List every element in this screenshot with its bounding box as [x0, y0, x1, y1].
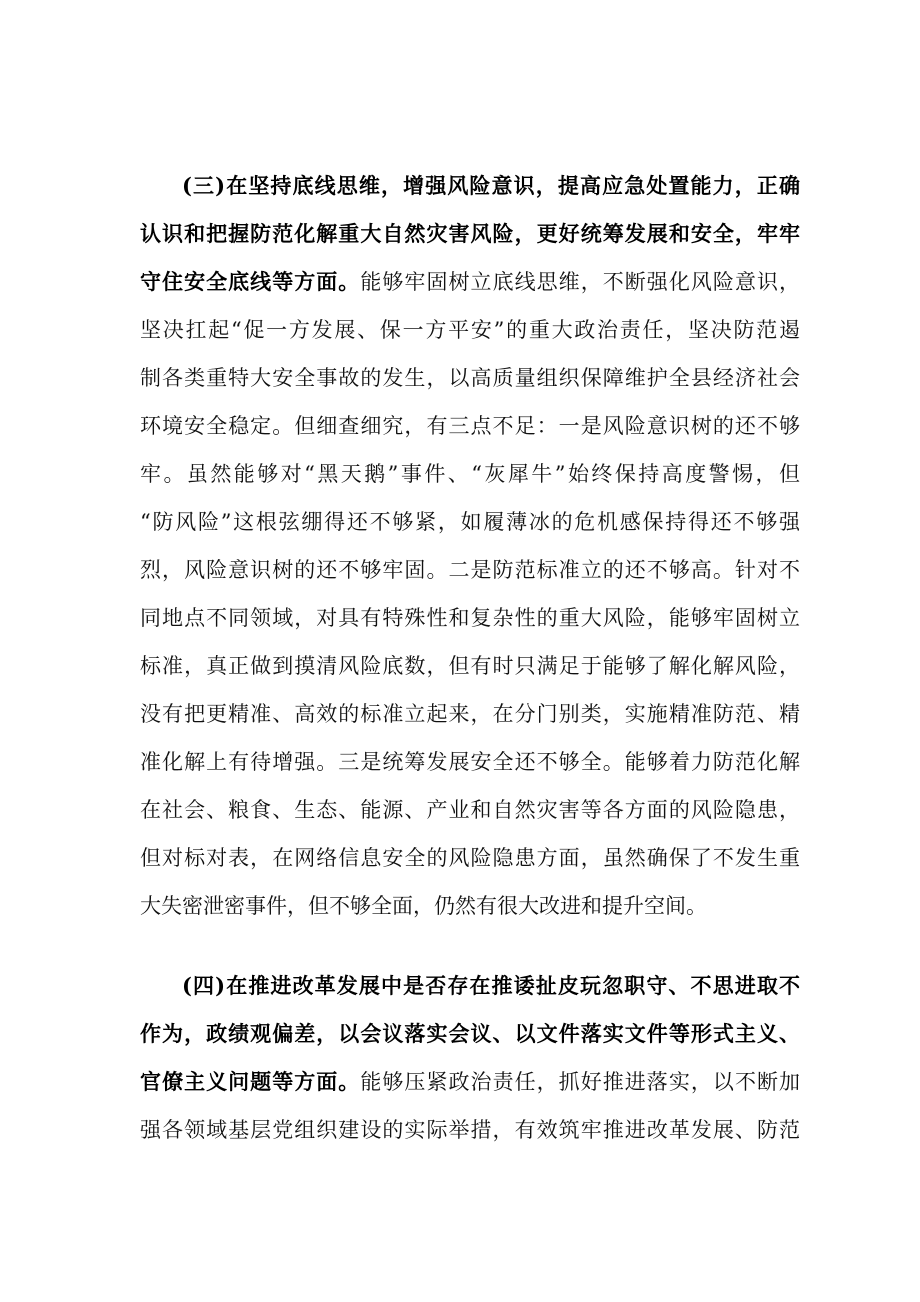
paragraph-line — [140, 354, 800, 402]
paragraph-line — [140, 962, 800, 1010]
paragraph-line — [140, 546, 800, 594]
body-text: 牢。虽然能够对“黑天鹅”事件、“灰犀牛”始终保持高度警惕，但 — [140, 462, 800, 486]
bold-heading-text: 认识和把握防范化解重大自然灾害风险，更好统筹发展和安全，牢牢 — [140, 221, 800, 246]
paragraph-line — [140, 642, 800, 690]
bold-heading-text: (三)在坚持底线思维，增强风险意识，提高应急处置能力，正确 — [182, 173, 800, 198]
body-text: 没有把更精准、高效的标准立起来，在分门别类，实施精准防范、精 — [140, 702, 800, 726]
paragraph-line — [140, 690, 800, 738]
bold-heading-text: 官僚主义问题等方面。 — [140, 1069, 361, 1094]
body-text: 但对标对表，在网络信息安全的风险隐患方面，虽然确保了不发生重 — [140, 846, 800, 870]
paragraph-line — [140, 738, 800, 786]
paragraph-line — [140, 834, 800, 882]
bold-heading-text: 作为，政绩观偏差，以会议落实会议、以文件落实文件等形式主义、 — [140, 1021, 800, 1046]
paragraph-line — [140, 882, 800, 930]
body-text: 坚决扛起“促一方发展、保一方平安”的重大政治责任，坚决防范遏 — [140, 318, 800, 342]
paragraph-line — [140, 450, 800, 498]
body-text: 环境安全稳定。但细查细究，有三点不足：一是风险意识树的还不够 — [140, 414, 800, 438]
body-text: 标准，真正做到摸清风险底数，但有时只满足于能够了解化解风险， — [140, 654, 800, 678]
body-text: 烈，风险意识树的还不够牢固。二是防范标准立的还不够高。针对不 — [140, 558, 800, 582]
paragraph-line — [140, 1058, 800, 1106]
bold-heading-text: 守住安全底线等方面。 — [140, 269, 361, 294]
body-text: 在社会、粮食、生态、能源、产业和自然灾害等各方面的风险隐患， — [140, 798, 800, 822]
section-four-paragraph — [140, 962, 800, 1154]
body-text: 能够牢固树立底线思维，不断强化风险意识， — [360, 270, 800, 294]
bold-heading-text: (四)在推进改革发展中是否存在推诿扯皮玩忽职守、不思进取不 — [182, 973, 800, 998]
body-text: 同地点不同领域，对具有特殊性和复杂性的重大风险，能够牢固树立 — [140, 606, 800, 630]
paragraph-line — [140, 786, 800, 834]
paragraph-line — [140, 1106, 800, 1154]
body-text: 强各领域基层党组织建设的实际举措，有效筑牢推进改革发展、防范 — [140, 1118, 800, 1142]
section-three-paragraph — [140, 162, 800, 930]
paragraph-line — [140, 594, 800, 642]
body-text: 大失密泄密事件，但不够全面，仍然有很大改进和提升空间。 — [140, 894, 707, 918]
paragraph-line — [140, 402, 800, 450]
body-text: 准化解上有待增强。三是统筹发展安全还不够全。能够着力防范化解 — [140, 750, 800, 774]
paragraph-line — [140, 1010, 800, 1058]
paragraph-line — [140, 306, 800, 354]
body-text: 制各类重特大安全事故的发生，以高质量组织保障维护全县经济社会 — [140, 366, 800, 390]
body-text: 能够压紧政治责任，抓好推进落实，以不断加 — [360, 1070, 800, 1094]
paragraph-line — [140, 210, 800, 258]
body-text: “防风险”这根弦绷得还不够紧，如履薄冰的危机感保持得还不够强 — [140, 510, 800, 534]
paragraph-line — [140, 258, 800, 306]
paragraph-line — [140, 162, 800, 210]
paragraph-line — [140, 498, 800, 546]
